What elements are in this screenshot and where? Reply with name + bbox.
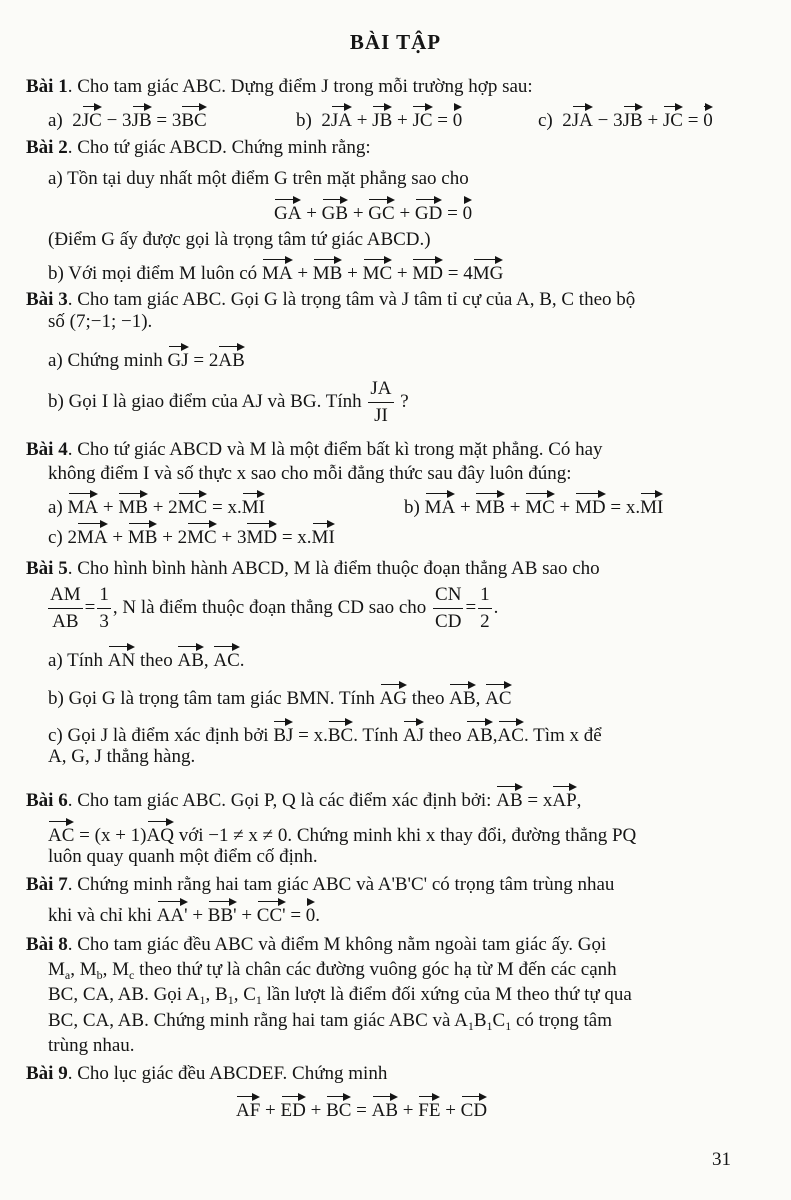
exercise-number: Bài 8 <box>26 934 68 955</box>
exercise-2-heading: Bài 2. Cho tứ giác ABCD. Chứng minh rằng: <box>26 137 371 158</box>
exercise-number: Bài 6 <box>26 790 68 811</box>
exercise-1-heading: Bài 1. Cho tam giác ABC. Dựng điểm J trong mỗi trường hợp sau: <box>26 76 533 97</box>
exercise-7-heading: Bài 7. Chứng minh rằng hai tam giác ABC và A'B'C' có trọng tâm trùng nhau <box>26 874 615 895</box>
exercise-4-heading-cont: không điểm I và số thực x sao cho mỗi đẳng thức sau đây luôn đúng: <box>48 463 572 484</box>
fraction-ja-ji: $\frac{JA}{JI}$ <box>370 378 392 426</box>
exercise-7-line2: khi và chỉ khi AA' + BB' + CC' = 0. <box>48 900 320 928</box>
exercise-number: Bài 4 <box>26 439 68 460</box>
page-title: BÀI TẬP <box>349 30 442 54</box>
exercise-6-heading: Bài 6. Cho tam giác ABC. Gọi P, Q là các điểm xác định bởi: AB = xAP, <box>26 785 581 813</box>
exercise-number: Bài 5 <box>26 558 68 579</box>
exercise-8-line5: trùng nhau. <box>48 1035 135 1056</box>
exercise-1a: a) 2JC − 3JB = 3BC <box>48 105 207 133</box>
exercise-3a: a) Chứng minh GJ = 2AB <box>48 345 245 373</box>
exercise-5b: b) Gọi G là trọng tâm tam giác BMN. Tính AG theo AB, AC <box>48 683 512 711</box>
exercise-9-heading: Bài 9. Cho lục giác đều ABCDEF. Chứng minh <box>26 1063 388 1084</box>
exercise-2b: b) Với mọi điểm M luôn có MA + MB + MC + MD = 4MG <box>48 258 503 286</box>
exercise-number: Bài 3 <box>26 289 68 310</box>
exercise-3-heading-cont: số (7;−1; −1). <box>48 311 153 332</box>
exercise-8-line4: BC, CA, AB. Chứng minh rằng hai tam giác ABC và $A_1B_1C_1$ có trọng tâm <box>48 1010 613 1033</box>
exercise-1c: c) 2JA − 3JB + JC = 0 <box>538 105 713 133</box>
exercise-4b: b) MA + MB + MC + MD = x.MI <box>404 492 663 520</box>
exercise-number: Bài 1 <box>26 76 68 97</box>
exercise-2-note: (Điểm G ấy được gọi là trọng tâm tứ giác ABCD.) <box>48 229 431 250</box>
exercise-number: Bài 7 <box>26 874 68 895</box>
exercise-5c-cont: A, G, J thẳng hàng. <box>48 746 196 767</box>
exercise-1b: b) 2JA + JB + JC = 0 <box>296 105 462 133</box>
exercise-4a: a) MA + MB + 2MC = x.MI <box>48 492 265 520</box>
exercise-number: Bài 9 <box>26 1063 68 1084</box>
exercise-5-ratios: $\frac{AM}{AB}$ = $\frac{1}{3}$ , N là điểm thuộc đoạn thẳng CD sao cho $\frac{CN}{CD}$ = $\frac{1}{2}$ . <box>50 584 499 632</box>
exercise-3b: b) Gọi I là giao điểm của AJ và BG. Tính $\frac{JA}{JI}$ ? <box>48 376 409 429</box>
exercise-9-equation: AF + ED + BC = AB + FE + CD <box>236 1095 487 1123</box>
exercise-4-heading: Bài 4. Cho tứ giác ABCD và M là một điểm bất kì trong mặt phẳng. Có hay <box>26 439 603 460</box>
exercise-5-heading: Bài 5. Cho hình bình hành ABCD, M là điểm thuộc đoạn thẳng AB sao cho <box>26 558 600 579</box>
exercise-3-heading: Bài 3. Cho tam giác ABC. Gọi G là trọng tâm và J tâm tỉ cự của A, B, C theo bộ <box>26 289 636 310</box>
exercise-4c: c) 2MA + MB + 2MC + 3MD = x.MI <box>48 522 335 550</box>
exercise-2a-equation: GA + GB + GC + GD = 0 <box>274 198 472 226</box>
exercise-number: Bài 2 <box>26 137 68 158</box>
exercise-2a: a) Tồn tại duy nhất một điểm G trên mặt phẳng sao cho <box>48 168 469 189</box>
exercise-8-line3: BC, CA, AB. Gọi $A_1$, $B_1$, $C_1$ lần lượt là điểm đối xứng của M theo thứ tự qua <box>48 984 632 1007</box>
exercise-8-heading: Bài 8. Cho tam giác đều ABC và điểm M không nằm ngoài tam giác ấy. Gọi <box>26 934 607 955</box>
exercise-6-line2: AC = (x + 1)AQ với −1 ≠ x ≠ 0. Chứng minh khi x thay đổi, đường thẳng PQ <box>48 820 636 848</box>
exercise-5c: c) Gọi J là điểm xác định bởi BJ = x.BC. Tính AJ theo AB,AC. Tìm x để <box>48 720 602 748</box>
page-number: 31 <box>712 1149 731 1170</box>
exercise-8-line2: $M_a$, $M_b$, $M_c$ theo thứ tự là chân các đường vuông góc hạ từ M đến các cạnh <box>48 959 617 982</box>
exercise-6-line3: luôn quay quanh một điểm cố định. <box>48 846 318 867</box>
exercise-5a: a) Tính AN theo AB, AC. <box>48 645 245 673</box>
